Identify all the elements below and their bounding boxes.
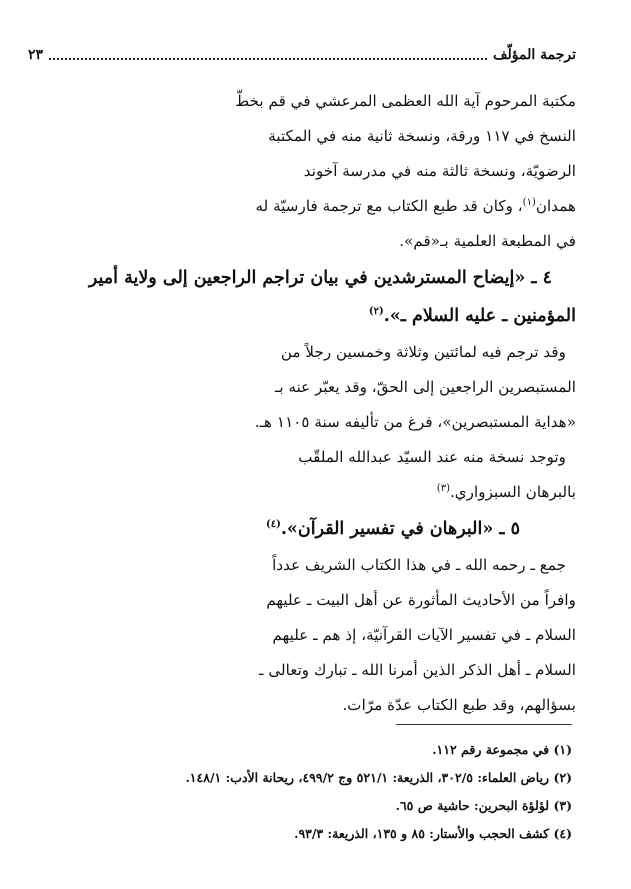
paragraph-line: وقد ترجم فيه لمائتين وثلاثة وخمسين رجلاً من — [280, 343, 566, 361]
footnote-4: (٤) كشف الحجب والأستار: ٨٥ و ١٣٥، الذريعة: ٩٣/٣. — [294, 826, 572, 841]
heading-text: ٥ ـ «البرهان في تفسير القرآن». — [280, 519, 520, 539]
paragraph-line: السلام ـ أهل الذكر الذين أمرنا الله ـ تبارك وتعالى ـ — [259, 661, 576, 679]
paragraph-line: مكتبة المرحوم آية الله العظمى المرعشي في قم بخطّ — [235, 92, 576, 110]
footnote-ref-2: (٢) — [368, 306, 384, 318]
section-heading-5 — [40, 510, 576, 548]
paragraph-text: ، وكان قد طبع الكتاب مع ترجمة فارسيّة له — [255, 197, 523, 215]
paragraph-text: همدان — [535, 197, 576, 215]
running-title: ترجمة المؤلّف — [493, 47, 576, 63]
main-text — [40, 84, 576, 723]
paragraph-line: وتوجد نسخة منه عند السيّد عبدالله الملقّب — [298, 448, 566, 466]
paragraph-line: «هداية المستبصرين»، فرغ من تأليفه سنة ١١٠٥ هـ. — [254, 413, 576, 431]
section-heading-4-continued — [40, 297, 576, 335]
footnote-ref-4: (٤) — [266, 519, 281, 531]
paragraph-line: النسخ في ١١٧ ورقة، ونسخة ثانية منه في المكتبة — [268, 127, 576, 145]
footnote-ref-1: (١) — [522, 196, 536, 208]
heading-text: المؤمنين ـ عليه السلام ـ». — [383, 306, 576, 326]
paragraph-line — [40, 475, 576, 510]
paragraph-text: بالبرهان السبزواري. — [449, 483, 576, 501]
running-header — [28, 40, 576, 70]
paragraph-line: في المطبعة العلمية بـ«قم». — [399, 232, 576, 250]
paragraph-line: بسؤالهم، وقد طبع الكتاب عدّة مرّات. — [342, 696, 576, 714]
footnote-ref-3: (٣) — [436, 482, 450, 494]
footnote-2: (٢) رياض العلماء: ٣٠٢/٥، الذريعة: ٥٢١/١ وج ٤٩٩/٢، ريحانة الأدب: ١٤٨/١. — [185, 770, 572, 785]
paragraph-line: جمع ـ رحمه الله ـ في هذا الكتاب الشريف عدداً — [272, 556, 566, 574]
footnotes — [40, 736, 572, 848]
footnote-3: (٣) لؤلؤة البحرين: حاشية ص ٦٥. — [395, 798, 572, 813]
paragraph-line: الرضويّة، ونسخة ثالثة منه في مدرسة آخوند — [303, 162, 576, 180]
paragraph-line: وافراً من الأحاديث المأثورة عن أهل البيت ـ عليهم — [266, 591, 576, 609]
header-dot-leader — [49, 50, 487, 60]
footnote-separator — [396, 724, 572, 725]
paragraph-line: المستبصرين الراجعين إلى الحقّ، وقد يعبّر عنه بـ — [274, 378, 576, 396]
paragraph-line: السلام ـ في تفسير الآيات القرآنيّة، إذ هم ـ عليهم — [272, 626, 576, 644]
paragraph-line — [40, 189, 576, 224]
section-heading-4: ٤ ـ «إيضاح المسترشدين في بيان تراجم الراجعين إلى ولاية أمير — [88, 268, 552, 288]
page-number: ٢٣ — [28, 47, 44, 63]
footnote-1: (١) في مجموعة رقم ١١٢. — [432, 742, 572, 757]
